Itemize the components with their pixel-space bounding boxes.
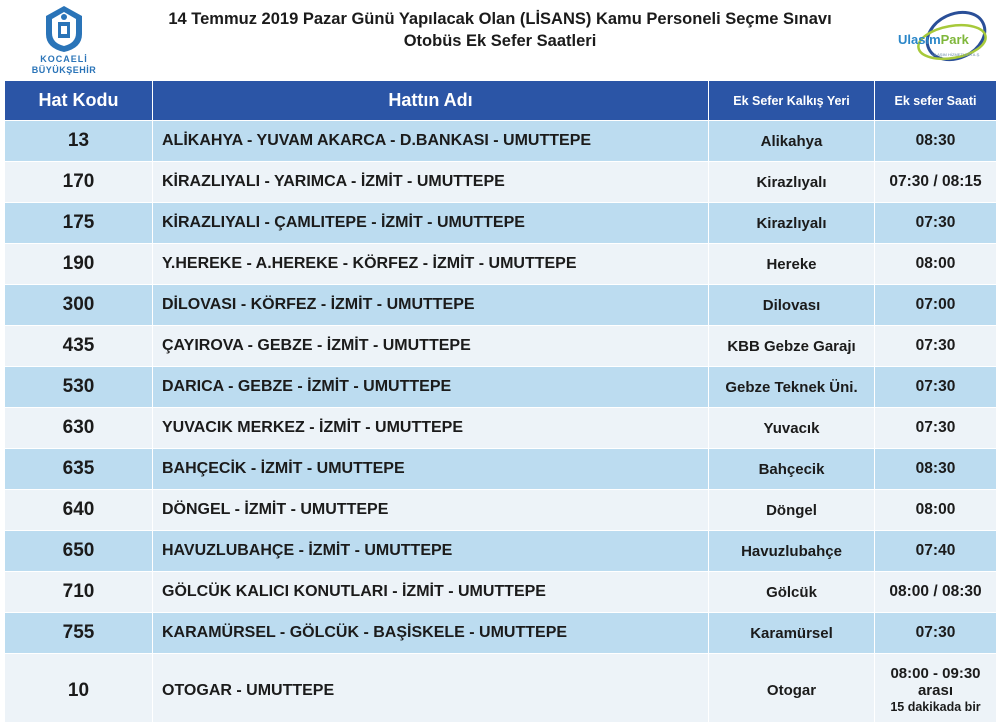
column-header-kalkis-yeri: Ek Sefer Kalkış Yeri: [709, 81, 875, 121]
departure-time: 08:00: [875, 490, 997, 531]
route-name: KİRAZLIYALI - YARIMCA - İZMİT - UMUTTEPE: [153, 162, 709, 203]
route-name: ÇAYIROVA - GEBZE - İZMİT - UMUTTEPE: [153, 326, 709, 367]
table-row: [5, 531, 997, 572]
table-row: [5, 613, 997, 654]
table-row: [5, 162, 997, 203]
route-code: 300: [5, 285, 153, 326]
brand-name-b: Park: [940, 32, 969, 47]
city-emblem-icon: [42, 4, 86, 54]
route-code: 435: [5, 326, 153, 367]
route-code: 630: [5, 408, 153, 449]
route-name: BAHÇECİK - İZMİT - UMUTTEPE: [153, 449, 709, 490]
ulasimpark-logo: [894, 6, 994, 72]
route-code: 755: [5, 613, 153, 654]
departure-place: Gölcük: [709, 572, 875, 613]
departure-place: Karamürsel: [709, 613, 875, 654]
page-title: [110, 10, 890, 51]
table-row: [5, 572, 997, 613]
table-row: [5, 408, 997, 449]
departure-time: 07:00: [875, 285, 997, 326]
logo-text-buyuksehir: BÜYÜKŞEHİR: [31, 65, 97, 75]
table-row: [5, 326, 997, 367]
brand-name: [898, 32, 969, 47]
departure-time: 08:30: [875, 121, 997, 162]
title-line-2: Otobüs Ek Sefer Saatleri: [403, 32, 597, 50]
departure-place: Kirazlıyalı: [709, 203, 875, 244]
route-code: 635: [5, 449, 153, 490]
kocaeli-logo: [18, 4, 110, 76]
departure-place: Alikahya: [709, 121, 875, 162]
brand-tagline: ULAŞIM HİZMETLERİ A.Ş.: [932, 52, 981, 57]
departure-place: Havuzlubahçe: [709, 531, 875, 572]
departure-place: Kirazlıyalı: [709, 162, 875, 203]
time-range: 08:00 - 09:30: [890, 665, 981, 682]
departure-time: 08:30: [875, 449, 997, 490]
departure-place: KBB Gebze Garajı: [709, 326, 875, 367]
brand-name-a: Ulasım: [898, 32, 941, 47]
departure-time: 07:30: [875, 367, 997, 408]
column-header-hattin-adi: Hattın Adı: [153, 81, 709, 121]
departure-place: Yuvacık: [709, 408, 875, 449]
departure-place: Bahçecik: [709, 449, 875, 490]
route-name: HAVUZLUBAHÇE - İZMİT - UMUTTEPE: [153, 531, 709, 572]
table-row: [5, 203, 997, 244]
departure-time: 07:30: [875, 613, 997, 654]
table-row: [5, 244, 997, 285]
route-name: GÖLCÜK KALICI KONUTLARI - İZMİT - UMUTTEPE: [153, 572, 709, 613]
route-name: DARICA - GEBZE - İZMİT - UMUTTEPE: [153, 367, 709, 408]
departure-time: [875, 654, 997, 722]
departure-place: Gebze Teknek Üni.: [709, 367, 875, 408]
route-name: KİRAZLIYALI - ÇAMLITEPE - İZMİT - UMUTTEPE: [153, 203, 709, 244]
table-row: [5, 367, 997, 408]
route-name: DÖNGEL - İZMİT - UMUTTEPE: [153, 490, 709, 531]
route-name: OTOGAR - UMUTTEPE: [153, 654, 709, 722]
departure-time: 07:40: [875, 531, 997, 572]
route-name: DİLOVASI - KÖRFEZ - İZMİT - UMUTTEPE: [153, 285, 709, 326]
column-header-sefer-saati: Ek sefer Saati: [875, 81, 997, 121]
departure-place: Dilovası: [709, 285, 875, 326]
departure-time: 07:30 / 08:15: [875, 162, 997, 203]
route-code: 710: [5, 572, 153, 613]
route-code: 10: [5, 654, 153, 722]
table-row: [5, 654, 997, 722]
table-row: [5, 285, 997, 326]
table-row: [5, 449, 997, 490]
route-code: 650: [5, 531, 153, 572]
time-range-suffix: arası: [917, 682, 954, 699]
route-name: Y.HEREKE - A.HEREKE - KÖRFEZ - İZMİT - UMUTTEPE: [153, 244, 709, 285]
logo-text-kocaeli: KOCAELİ: [40, 54, 88, 64]
table-row: [5, 490, 997, 531]
route-code: 530: [5, 367, 153, 408]
column-header-hat-kodu: Hat Kodu: [5, 81, 153, 121]
departure-time: 07:30: [875, 408, 997, 449]
table-header-row: [5, 81, 997, 121]
route-code: 13: [5, 121, 153, 162]
departure-time: 07:30: [875, 326, 997, 367]
table-row: [5, 121, 997, 162]
route-code: 170: [5, 162, 153, 203]
route-name: YUVACIK MERKEZ - İZMİT - UMUTTEPE: [153, 408, 709, 449]
time-frequency-note: 15 dakikada bir: [890, 700, 981, 714]
schedule-table: [4, 80, 997, 722]
route-code: 640: [5, 490, 153, 531]
departure-time: 08:00: [875, 244, 997, 285]
departure-place: Döngel: [709, 490, 875, 531]
route-code: 190: [5, 244, 153, 285]
route-name: ALİKAHYA - YUVAM AKARCA - D.BANKASI - UMUTTEPE: [153, 121, 709, 162]
route-name: KARAMÜRSEL - GÖLCÜK - BAŞİSKELE - UMUTTEPE: [153, 613, 709, 654]
departure-place: Otogar: [709, 654, 875, 722]
departure-time: 07:30: [875, 203, 997, 244]
departure-time: 08:00 / 08:30: [875, 572, 997, 613]
route-code: 175: [5, 203, 153, 244]
title-line-1: 14 Temmuz 2019 Pazar Günü Yapılacak Olan (LİSANS) Kamu Personeli Seçme Sınavı: [168, 10, 832, 28]
page-header: [0, 0, 1000, 78]
departure-place: Hereke: [709, 244, 875, 285]
